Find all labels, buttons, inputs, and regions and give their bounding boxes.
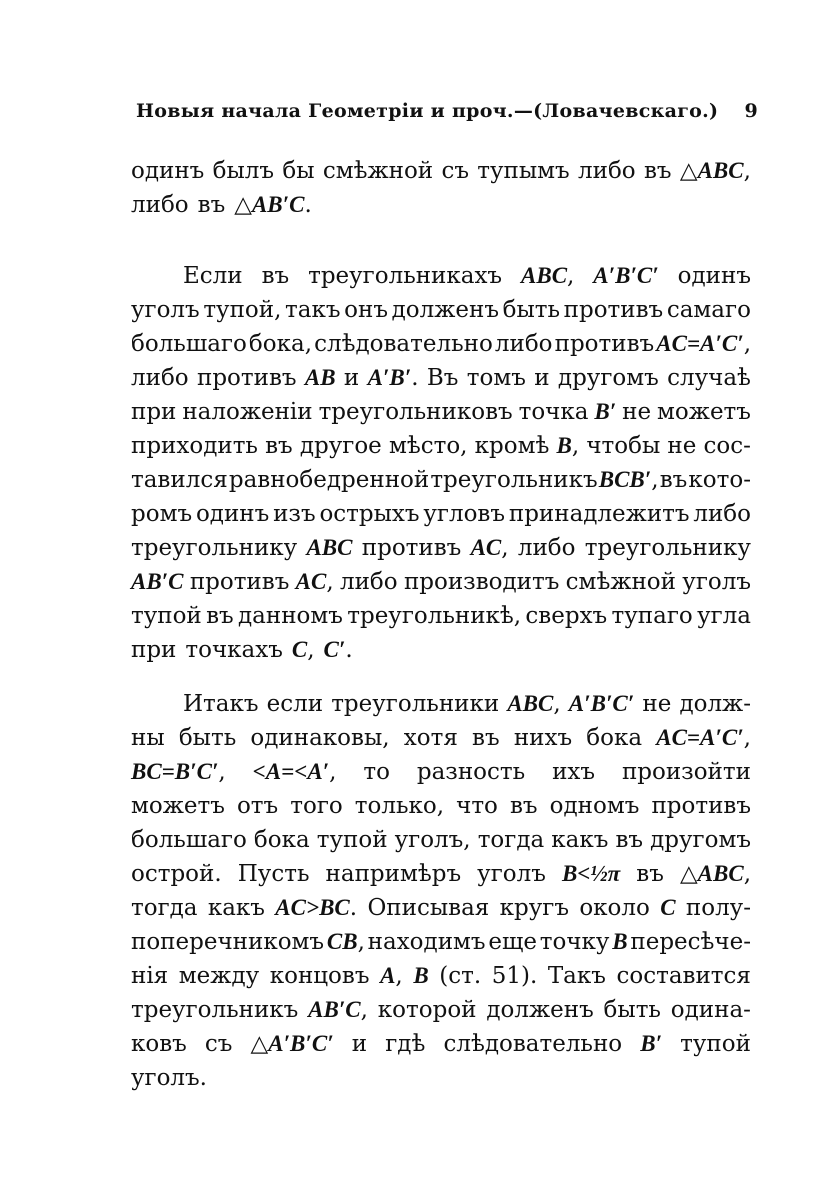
word: противъ xyxy=(651,793,751,819)
word: одномъ xyxy=(549,793,640,819)
word: большаго xyxy=(131,331,247,357)
word: треугольники xyxy=(331,691,500,717)
word: кругъ xyxy=(499,895,569,921)
word: противъ xyxy=(554,331,655,357)
word: долженъ xyxy=(486,997,594,1023)
word: либо xyxy=(693,501,751,527)
word: одина- xyxy=(670,997,751,1023)
word: тупымъ xyxy=(477,158,570,184)
word: сос- xyxy=(703,433,751,459)
text-line xyxy=(131,429,751,463)
word: либо xyxy=(494,331,553,357)
word: A′B′C′ xyxy=(568,691,635,716)
word: кромѣ xyxy=(474,433,550,459)
word: точку xyxy=(539,929,610,955)
word: долженъ xyxy=(391,297,499,323)
word: уголъ xyxy=(477,861,546,887)
word: тупой xyxy=(680,1031,751,1057)
text-line xyxy=(131,891,751,925)
word: изъ xyxy=(273,501,316,527)
word: ABC xyxy=(306,535,353,560)
word: Если xyxy=(183,263,243,289)
word: B′ xyxy=(640,1031,663,1056)
word: тупой xyxy=(316,827,388,853)
word: можетъ xyxy=(657,399,751,425)
word: ABC, xyxy=(521,263,575,289)
page-number: 9 xyxy=(744,100,758,122)
word: другое xyxy=(299,433,382,459)
word: A′B′. xyxy=(367,365,419,391)
word: сверхъ xyxy=(525,603,608,629)
word: противъ xyxy=(361,535,462,561)
word: въ xyxy=(636,861,664,887)
word: AC, xyxy=(295,569,334,595)
word: въ xyxy=(197,192,226,218)
word: тупой, xyxy=(203,297,282,323)
word: кото- xyxy=(688,467,751,493)
word: такъ xyxy=(285,297,341,323)
word: либо xyxy=(517,535,576,561)
word: мѣсто, xyxy=(388,433,468,459)
word: тупаго xyxy=(611,603,693,629)
word: треугольникѣ, xyxy=(347,603,522,629)
word: разность xyxy=(416,759,526,785)
word: угла xyxy=(697,603,751,629)
word: уголъ xyxy=(682,569,751,595)
word: которой xyxy=(377,997,477,1023)
word: B<½π xyxy=(561,861,621,886)
word: ромъ xyxy=(131,501,193,527)
word: того xyxy=(290,793,343,819)
word: острой. xyxy=(131,861,222,887)
word: тогда xyxy=(131,895,198,921)
word: между xyxy=(178,963,260,989)
word: ABC, xyxy=(507,691,561,717)
word: треугольнику xyxy=(131,535,298,561)
word: поперечникомъ xyxy=(131,929,325,955)
word: быть xyxy=(502,297,560,323)
word: Такъ xyxy=(547,963,606,989)
word: не xyxy=(667,433,697,459)
word: около xyxy=(579,895,650,921)
word: тупой xyxy=(131,603,202,629)
word: только, xyxy=(354,793,445,819)
text-line xyxy=(131,188,751,222)
text-line xyxy=(131,1027,751,1061)
word: AB xyxy=(304,365,336,390)
word: другомъ xyxy=(557,365,659,391)
word: AC>BC. xyxy=(275,895,358,921)
word: онъ xyxy=(344,297,388,323)
word: бы xyxy=(282,158,315,184)
word: угловъ xyxy=(423,501,506,527)
word: BCB′, xyxy=(598,467,659,493)
word: треугольникахъ xyxy=(308,263,503,289)
word: принадлежитъ xyxy=(508,501,690,527)
word: то xyxy=(363,759,390,785)
text-line xyxy=(131,395,751,429)
word: быть xyxy=(178,725,237,751)
text-line xyxy=(131,154,751,188)
word: какъ xyxy=(551,827,609,853)
text-line xyxy=(131,789,751,823)
word: и xyxy=(534,365,550,391)
word: <A=<A′, xyxy=(252,759,337,785)
word: съ xyxy=(204,1031,233,1057)
word: C′. xyxy=(323,637,353,663)
word: хотя xyxy=(403,725,458,751)
word: противъ xyxy=(196,365,297,391)
word: быть xyxy=(603,997,661,1023)
word: смѣжной xyxy=(565,569,676,595)
word: либо xyxy=(131,192,189,218)
word: Описывая xyxy=(367,895,490,921)
word: либо xyxy=(578,158,636,184)
text-line xyxy=(131,823,751,857)
word: AB′C, xyxy=(308,997,368,1023)
word: другомъ xyxy=(650,827,751,853)
text-line xyxy=(131,497,751,531)
word: AB′C xyxy=(131,569,184,594)
word: точкахъ xyxy=(185,637,283,663)
text-line xyxy=(131,633,751,667)
word: если xyxy=(266,691,324,717)
word: либо xyxy=(339,569,398,595)
word: и xyxy=(351,1031,368,1057)
word: отъ xyxy=(236,793,279,819)
word: C, xyxy=(291,637,315,663)
word: тогда xyxy=(477,827,545,853)
word: слѣдовательно xyxy=(314,331,493,357)
word: уголъ, xyxy=(394,827,471,853)
word: ихъ xyxy=(552,759,596,785)
word: одинъ xyxy=(131,158,205,184)
text-line xyxy=(131,721,751,755)
word: въ xyxy=(472,725,500,751)
word: AC=A′C′, xyxy=(656,725,751,751)
word: въ xyxy=(509,793,538,819)
word: напримѣръ xyxy=(325,861,462,887)
word: самаго xyxy=(666,297,751,323)
word: противъ xyxy=(189,569,290,595)
word: и xyxy=(343,365,360,391)
word: производитъ xyxy=(403,569,560,595)
word: треугольникъ xyxy=(131,997,299,1023)
text-line xyxy=(131,755,751,789)
word: равнобедренной xyxy=(228,467,430,493)
word: C xyxy=(660,895,676,920)
word: въ xyxy=(615,827,644,853)
word: составится xyxy=(616,963,751,989)
text-line xyxy=(131,1061,751,1095)
paragraph-obtuse-angle xyxy=(131,259,751,667)
text-line xyxy=(131,993,751,1027)
word: большаго xyxy=(131,827,247,853)
word: чтобы xyxy=(586,433,661,459)
word: одинъ xyxy=(677,263,751,289)
word: Пусть xyxy=(237,861,310,887)
word: въ xyxy=(265,433,293,459)
text-line xyxy=(131,531,751,565)
word: можетъ xyxy=(131,793,225,819)
word: △A′B′C′ xyxy=(250,1031,334,1057)
text-line xyxy=(131,293,751,327)
word: ковъ xyxy=(131,1031,187,1057)
word: въ xyxy=(659,467,688,493)
word: пересѣче- xyxy=(630,929,751,955)
text-line xyxy=(131,857,751,891)
word: данномъ xyxy=(238,603,343,629)
text-line xyxy=(131,959,751,993)
word: Итакъ xyxy=(183,691,259,717)
word: точка xyxy=(518,399,589,425)
word: BC=B′C′, xyxy=(131,759,226,785)
word: CB, xyxy=(326,929,365,955)
word: тавился xyxy=(131,467,228,493)
word: B′ xyxy=(594,399,617,424)
word: какъ xyxy=(207,895,265,921)
word: полу- xyxy=(685,895,751,921)
word: острыхъ xyxy=(319,501,420,527)
word: B xyxy=(413,963,429,988)
word: произойти xyxy=(621,759,751,785)
word: еще xyxy=(488,929,537,955)
word: бока xyxy=(586,725,643,751)
word: нія xyxy=(131,963,169,989)
word: B, xyxy=(556,433,580,459)
word: одинъ xyxy=(195,501,270,527)
word: уголъ. xyxy=(131,1065,207,1091)
word: въ xyxy=(261,263,290,289)
text-line xyxy=(131,463,751,497)
running-title: Новыя начала Геометріи и проч.—(Ловачевскаго.) xyxy=(136,100,719,122)
word: AC, xyxy=(470,535,509,561)
text-line xyxy=(131,599,751,633)
word: былъ xyxy=(212,158,275,184)
word: противъ xyxy=(563,297,664,323)
word: смѣжной xyxy=(322,158,434,184)
word: приходить xyxy=(131,433,258,459)
word: △ABC, xyxy=(679,861,751,887)
word: B xyxy=(612,929,628,954)
word: A, xyxy=(380,963,403,989)
word: треугольнику xyxy=(584,535,751,561)
word: одинаковы, xyxy=(250,725,390,751)
word: слѣдовательно xyxy=(443,1031,623,1057)
word: ны xyxy=(131,725,165,751)
word: случаѣ xyxy=(667,365,751,391)
word: не xyxy=(622,399,652,425)
word: при xyxy=(131,399,177,425)
word: долж- xyxy=(679,691,751,717)
word: треугольникъ xyxy=(430,467,598,493)
word: гдѣ xyxy=(385,1031,426,1057)
text-line xyxy=(131,327,751,361)
word: (ст. xyxy=(439,963,482,989)
word: бока xyxy=(253,827,310,853)
text-line xyxy=(131,565,751,599)
word: бока, xyxy=(248,331,313,357)
word: при xyxy=(131,637,177,663)
word: находимъ xyxy=(367,929,486,955)
text-line xyxy=(131,361,751,395)
word: въ xyxy=(206,603,234,629)
text-line xyxy=(131,259,751,293)
word: 51). xyxy=(491,963,538,989)
word: Въ xyxy=(426,365,459,391)
text-line xyxy=(131,687,751,721)
word: томъ xyxy=(466,365,526,391)
word: A′B′C′ xyxy=(593,263,659,288)
word: △ABC, xyxy=(679,158,751,184)
word: съ xyxy=(441,158,469,184)
text-line xyxy=(131,925,751,959)
word: нихъ xyxy=(513,725,573,751)
word: не xyxy=(642,691,672,717)
word: что xyxy=(456,793,498,819)
word: либо xyxy=(131,365,189,391)
paragraph-unequal-triangles xyxy=(131,687,751,1095)
word: уголъ xyxy=(131,297,200,323)
word: △AB′C. xyxy=(234,192,312,218)
word: AC=A′C′, xyxy=(656,331,751,357)
running-head xyxy=(136,96,758,130)
word: концовъ xyxy=(269,963,370,989)
paragraph-continuation xyxy=(131,154,751,222)
word: треугольниковъ xyxy=(318,399,513,425)
word: въ xyxy=(643,158,672,184)
word: наложеніи xyxy=(182,399,313,425)
